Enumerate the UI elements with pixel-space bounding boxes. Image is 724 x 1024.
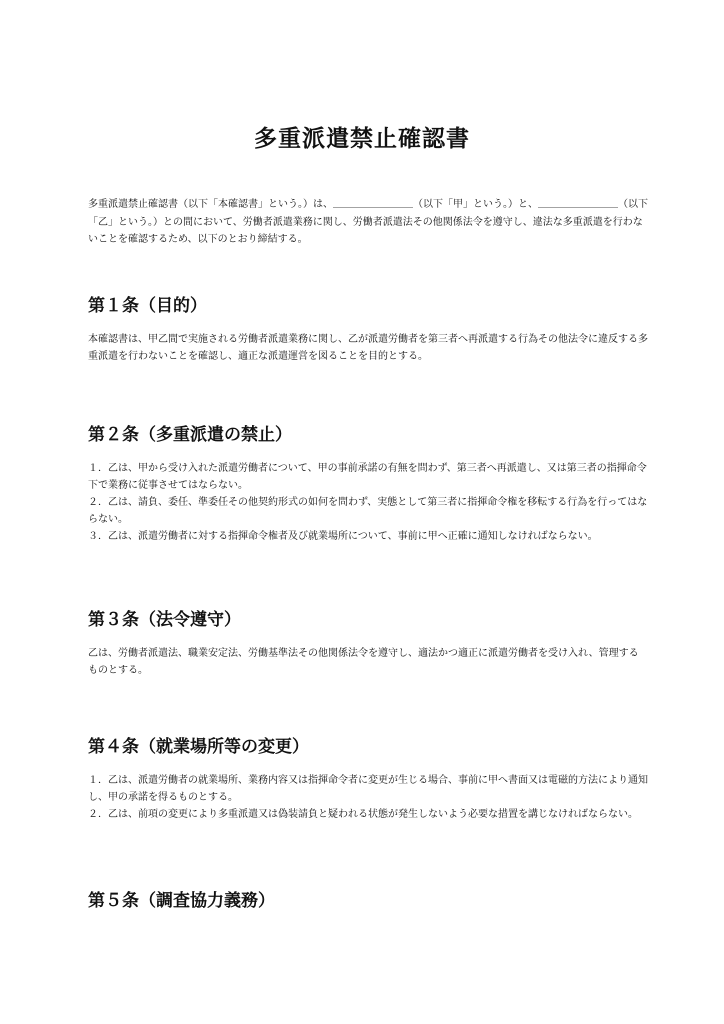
article-2-heading: 第２条（多重派遣の禁止） [88,425,292,445]
article-1 [88,295,648,365]
article-1-heading: 第１条（目的） [88,296,207,316]
article-4-clause-1: １．乙は、派遣労働者の就業場所、業務内容又は指揮命令者に変更が生じる場合、事前に甲へ書面又は電磁的方法により通知し、甲の承諾を得るものとする。 [88,775,648,803]
article-2-clause-1: １．乙は、甲から受け入れた派遣労働者について、甲の事前承諾の有無を問わず、第三者へ再派遣し、又は第三者の指揮命令下で業務に従事させてはならない。 [88,463,647,491]
preamble-paragraph: 多重派遣禁止確認書（以下「本確認書」という。）は、＿＿＿＿＿＿＿＿（以下「甲」という。）と、＿＿＿＿＿＿＿＿（以下「乙」という。）との間において、労働者派遣業務に関し、労働者派遣法その他関係法令を遵守し、違法な多重派遣を行わないことを確認するため、以下のとおり締結する。 [88,199,648,245]
article-2-clause-2: ２．乙は、請負、委任、準委任その他契約形式の如何を問わず、実態として第三者に指揮命令権を移転する行為を行ってはならない。 [88,497,648,525]
article-3-paragraph: 乙は、労働者派遣法、職業安定法、労働基準法その他関係法令を遵守し、適法かつ適正に派遣労働者を受け入れ、管理するものとする。 [88,648,639,676]
article-4 [88,736,648,823]
article-2-clause-3: ３．乙は、派遣労働者に対する指揮命令権者及び就業場所について、事前に甲へ正確に通知しなければならない。 [88,531,598,542]
article-3-heading: 第３条（法令遵守） [88,610,241,630]
article-5-heading: 第５条（調査協力義務） [88,891,275,911]
article-3 [88,609,648,679]
article-4-heading: 第４条（就業場所等の変更） [88,737,309,757]
article-2 [88,424,648,545]
article-5 [88,890,648,926]
document-title: 多重派遣禁止確認書 [254,126,470,152]
article-4-clause-2: ２．乙は、前項の変更により多重派遣又は偽装請負と疑われる状態が発生しないよう必要な措置を講じなければならない。 [88,809,638,820]
article-1-paragraph: 本確認書は、甲乙間で実施される労働者派遣業務に関し、乙が派遣労働者を第三者へ再派遣する行為その他法令に違反する多重派遣を行わないことを確認し、適正な派遣運営を図ることを目的とする。 [88,334,648,362]
